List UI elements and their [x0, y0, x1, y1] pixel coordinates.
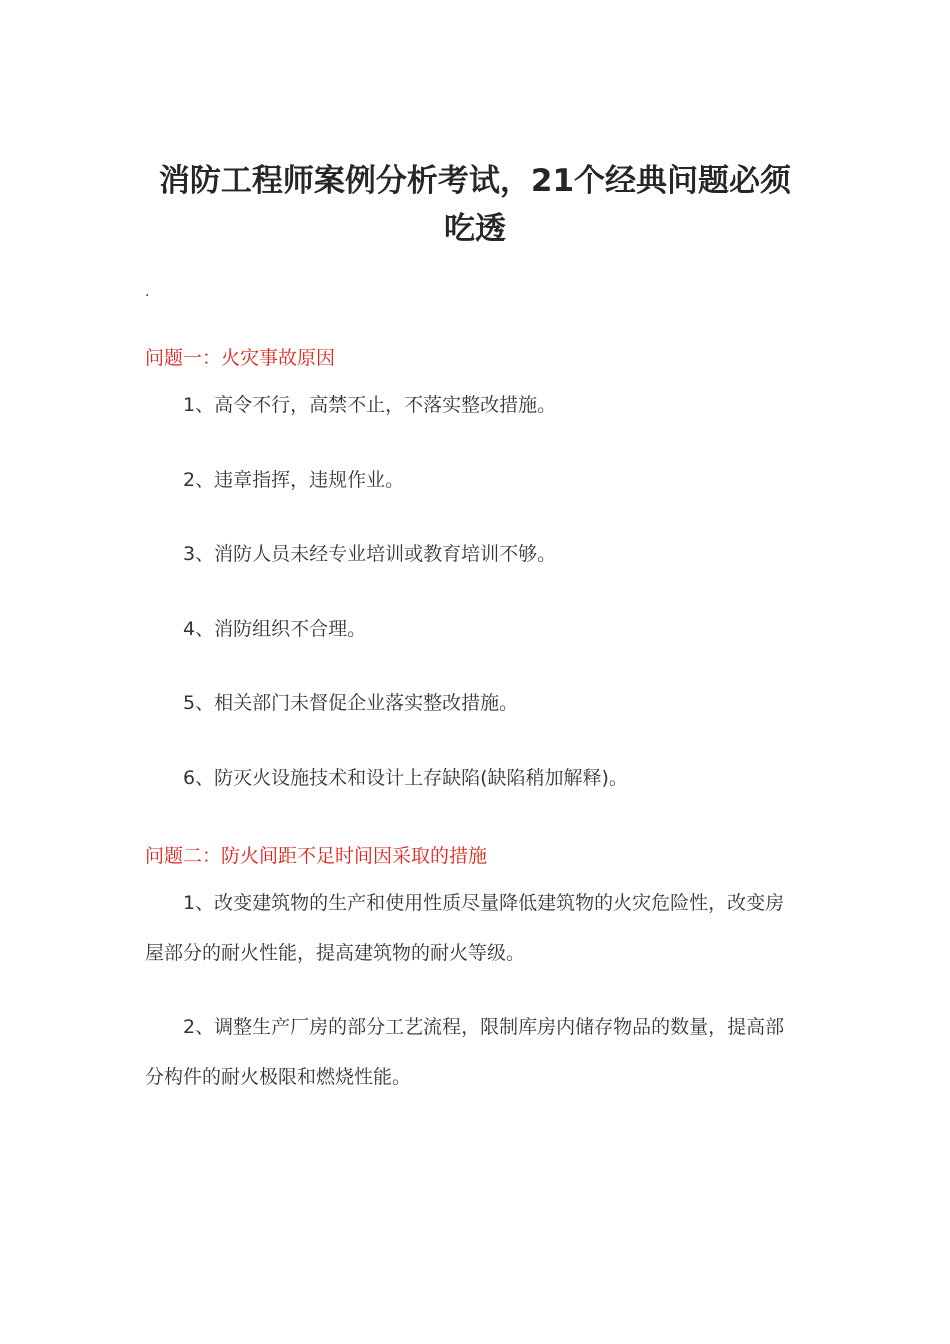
list-item: 2、调整生产厂房的部分工艺流程，限制库房内储存物品的数量，提高部分构件的耐火极限和燃烧性能。 — [145, 1016, 785, 1088]
section-heading-1: 问题一：火灾事故原因 — [145, 347, 336, 369]
list-item: 5、相关部门未督促企业落实整改措施。 — [183, 692, 519, 714]
list-item: 4、消防组织不合理。 — [183, 618, 367, 640]
list-item: 1、改变建筑物的生产和使用性质尽量降低建筑物的火灾危险性，改变房屋部分的耐火性能，提高建筑物的耐火等级。 — [145, 892, 785, 964]
list-item: 2、违章指挥，违规作业。 — [183, 469, 405, 491]
section-heading-2: 问题二：防火间距不足时间因采取的措施 — [145, 845, 488, 867]
list-item: 3、消防人员未经专业培训或教育培训不够。 — [183, 543, 557, 565]
list-item: 1、高令不行，高禁不止，不落实整改措施。 — [183, 394, 557, 416]
separator-dot: . — [145, 284, 150, 300]
list-item: 6、防灭火设施技术和设计上存缺陷(缺陷稍加解释)。 — [183, 767, 628, 789]
document-title: 消防工程师案例分析考试，21个经典问题必须吃透 — [158, 163, 792, 247]
